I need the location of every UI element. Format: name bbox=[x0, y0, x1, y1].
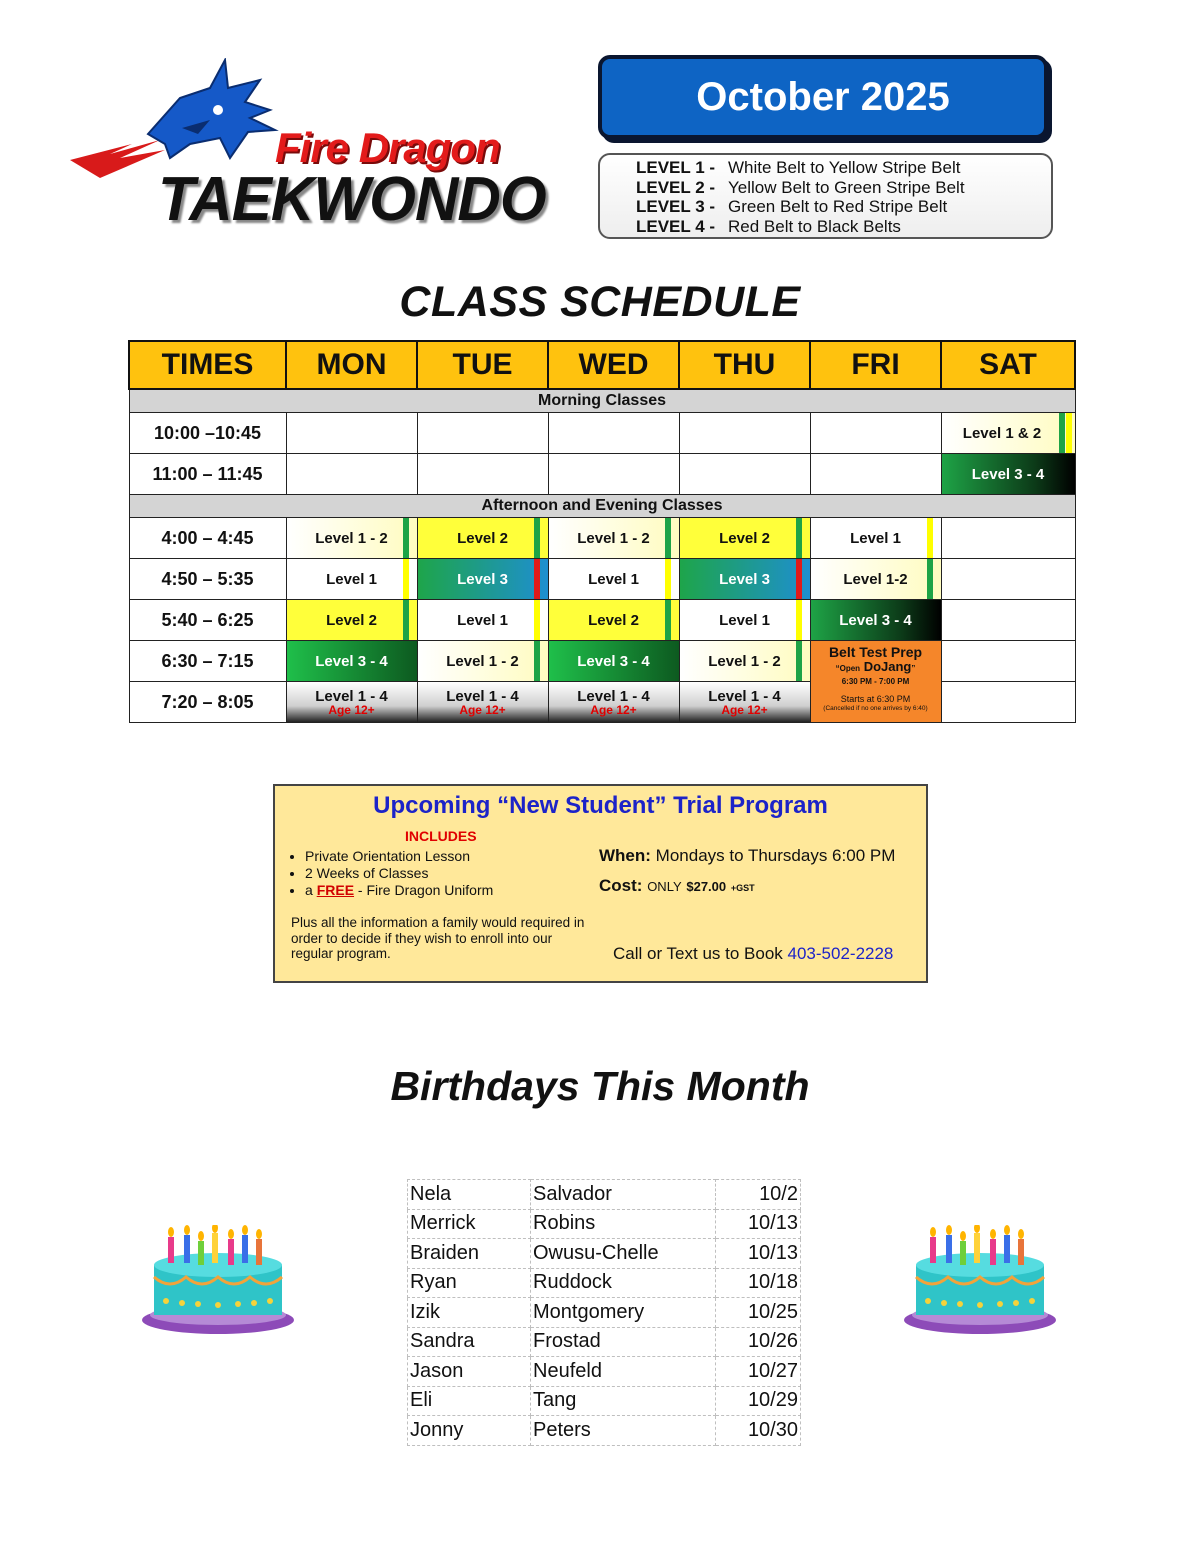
level-label: LEVEL 3 - bbox=[636, 197, 716, 216]
item-suffix: - Fire Dragon Uniform bbox=[357, 882, 494, 898]
trial-title: Upcoming “New Student” Trial Program bbox=[373, 792, 828, 819]
belt-stripe bbox=[796, 518, 802, 558]
level-desc: Green Belt to Red Stripe Belt bbox=[728, 197, 948, 216]
header-wed: WED bbox=[548, 341, 679, 389]
trial-when bbox=[599, 846, 895, 866]
empty-cell bbox=[941, 641, 1075, 682]
empty-cell bbox=[941, 600, 1075, 641]
belt-stripe bbox=[1059, 413, 1065, 453]
belt-stripe bbox=[927, 559, 933, 599]
list-item: • Private Orientation Lesson bbox=[305, 848, 493, 865]
class-label: Level 1 - 4 bbox=[446, 687, 519, 705]
table-row bbox=[408, 1239, 801, 1269]
empty-cell bbox=[679, 413, 810, 454]
empty-cell bbox=[417, 413, 548, 454]
time-slot: 7:20 – 8:05 bbox=[129, 682, 286, 723]
class-cell bbox=[417, 682, 548, 723]
call-text: Call or Text us to Book bbox=[613, 944, 783, 963]
header-fri: FRI bbox=[810, 341, 941, 389]
belt-stripe bbox=[403, 559, 409, 599]
class-schedule-title: CLASS SCHEDULE bbox=[399, 278, 801, 326]
class-cell bbox=[417, 641, 548, 682]
first-name: Ryan bbox=[408, 1268, 531, 1298]
includes-label: INCLUDES bbox=[405, 828, 477, 844]
header-thu: THU bbox=[679, 341, 810, 389]
birth-date: 10/18 bbox=[716, 1268, 801, 1298]
belt-test-time: 6:30 PM - 7:00 PM bbox=[841, 677, 910, 686]
belt-stripe bbox=[534, 641, 540, 681]
empty-cell bbox=[548, 413, 679, 454]
level-legend-row bbox=[636, 178, 1051, 198]
class-cell bbox=[810, 559, 941, 600]
class-label: Level 1 bbox=[719, 611, 770, 629]
trial-cost bbox=[599, 876, 755, 896]
trial-call bbox=[613, 944, 893, 964]
first-name: Jonny bbox=[408, 1416, 531, 1446]
class-label: Level 1 - 2 bbox=[577, 529, 650, 547]
schedule-row bbox=[129, 641, 1075, 682]
last-name: Tang bbox=[531, 1386, 716, 1416]
class-cell bbox=[548, 559, 679, 600]
empty-cell bbox=[941, 682, 1075, 723]
open-dojang-main: DoJang bbox=[863, 659, 912, 674]
schedule-table bbox=[128, 340, 1074, 723]
table-row bbox=[408, 1327, 801, 1357]
class-cell bbox=[548, 600, 679, 641]
birth-date: 10/25 bbox=[716, 1298, 801, 1328]
header-mon: MON bbox=[286, 341, 417, 389]
class-label: Level 3 - 4 bbox=[971, 465, 1045, 483]
class-cell bbox=[548, 518, 679, 559]
class-cell bbox=[941, 413, 1075, 454]
first-name: Sandra bbox=[408, 1327, 531, 1357]
empty-cell bbox=[810, 454, 941, 495]
level-label: LEVEL 2 - bbox=[636, 177, 716, 197]
class-label: Level 1 - 4 bbox=[708, 687, 781, 705]
when-label: When: bbox=[599, 846, 651, 865]
level-legend-row bbox=[636, 217, 1051, 237]
first-name: Izik bbox=[408, 1298, 531, 1328]
birthdays-title: Birthdays This Month bbox=[390, 1063, 810, 1109]
level-desc: Yellow Belt to Green Stripe Belt bbox=[728, 177, 965, 197]
age-note: Age 12+ bbox=[590, 702, 637, 717]
age-note: Age 12+ bbox=[328, 702, 375, 717]
table-row bbox=[408, 1298, 801, 1328]
table-row bbox=[408, 1268, 801, 1298]
last-name: Peters bbox=[531, 1416, 716, 1446]
class-cell bbox=[286, 559, 417, 600]
last-name: Ruddock bbox=[531, 1268, 716, 1298]
last-name: Owusu-Chelle bbox=[531, 1239, 716, 1269]
logo-taekwondo-text: TAEKWONDO bbox=[158, 165, 546, 234]
empty-cell bbox=[286, 413, 417, 454]
class-cell bbox=[286, 641, 417, 682]
trial-info: Plus all the information a family would required in order to decide if they wish to enroll into our regular program. bbox=[291, 915, 585, 961]
birth-date: 10/13 bbox=[716, 1209, 801, 1239]
belt-stripe bbox=[665, 518, 671, 558]
birth-date: 10/29 bbox=[716, 1386, 801, 1416]
time-slot: 4:50 – 5:35 bbox=[129, 559, 286, 600]
class-cell bbox=[417, 518, 548, 559]
level-legend bbox=[598, 153, 1053, 239]
belt-stripe bbox=[403, 518, 409, 558]
time-slot: 6:30 – 7:15 bbox=[129, 641, 286, 682]
level-desc: White Belt to Yellow Stripe Belt bbox=[728, 158, 961, 177]
belt-stripe bbox=[534, 559, 540, 599]
belt-stripe bbox=[927, 518, 933, 558]
class-cell bbox=[810, 518, 941, 559]
class-cell bbox=[679, 682, 810, 723]
level-legend-row bbox=[636, 158, 1051, 178]
class-label: Level 2 bbox=[326, 611, 377, 629]
time-slot: 10:00 –10:45 bbox=[129, 413, 286, 454]
time-slot: 4:00 – 4:45 bbox=[129, 518, 286, 559]
birth-date: 10/30 bbox=[716, 1416, 801, 1446]
class-cell bbox=[548, 641, 679, 682]
class-label: Level 1 & 2 bbox=[962, 424, 1042, 442]
belt-test-title: Belt Test Prep bbox=[828, 644, 923, 660]
class-label: Level 1 - 4 bbox=[315, 687, 388, 705]
schedule-row bbox=[129, 600, 1075, 641]
class-label: Level 1 bbox=[850, 529, 901, 547]
open-dojang-post: ” bbox=[911, 664, 916, 673]
belt-stripe bbox=[534, 518, 540, 558]
level-label: LEVEL 4 - bbox=[636, 216, 716, 236]
table-row bbox=[408, 1386, 801, 1416]
birthday-cake-icon bbox=[140, 1225, 300, 1340]
first-name: Braiden bbox=[408, 1239, 531, 1269]
class-cell bbox=[679, 641, 810, 682]
table-row bbox=[408, 1357, 801, 1387]
cost-only: ONLY bbox=[647, 879, 682, 894]
belt-test-cell bbox=[810, 641, 941, 723]
belt-stripe bbox=[796, 600, 802, 640]
morning-section-row bbox=[129, 389, 1075, 413]
class-cell bbox=[417, 600, 548, 641]
class-label: Level 3 - 4 bbox=[577, 652, 650, 670]
class-label: Level 2 bbox=[719, 529, 770, 547]
belt-stripe bbox=[534, 600, 540, 640]
morning-classes-label: Morning Classes bbox=[129, 389, 1075, 413]
empty-cell bbox=[417, 454, 548, 495]
class-label: Level 2 bbox=[457, 529, 508, 547]
birth-date: 10/2 bbox=[716, 1180, 801, 1210]
class-label: Level 3 - 4 bbox=[315, 652, 388, 670]
birth-date: 10/26 bbox=[716, 1327, 801, 1357]
trial-program-box bbox=[273, 784, 928, 983]
schedule-header-row bbox=[129, 341, 1075, 389]
empty-cell bbox=[941, 559, 1075, 600]
header-times: TIMES bbox=[129, 341, 286, 389]
birth-date: 10/27 bbox=[716, 1357, 801, 1387]
belt-stripe bbox=[665, 600, 671, 640]
schedule-row bbox=[129, 559, 1075, 600]
list-item: • 2 Weeks of Classes bbox=[305, 865, 493, 882]
afternoon-section-row bbox=[129, 495, 1075, 518]
empty-cell bbox=[679, 454, 810, 495]
open-dojang-pre: “Open bbox=[835, 664, 861, 673]
empty-cell bbox=[548, 454, 679, 495]
belt-stripe bbox=[665, 559, 671, 599]
last-name: Montgomery bbox=[531, 1298, 716, 1328]
birthday-cake-icon bbox=[902, 1225, 1062, 1340]
level-desc: Red Belt to Black Belts bbox=[728, 216, 901, 236]
open-dojang bbox=[836, 660, 916, 676]
class-cell bbox=[679, 518, 810, 559]
level-label: LEVEL 1 - bbox=[636, 158, 716, 177]
class-label: Level 2 bbox=[588, 611, 639, 629]
schedule-row bbox=[129, 454, 1075, 495]
class-label: Level 1-2 bbox=[843, 570, 908, 588]
class-cell bbox=[417, 559, 548, 600]
first-name: Merrick bbox=[408, 1209, 531, 1239]
first-name: Nela bbox=[408, 1180, 531, 1210]
class-cell bbox=[286, 682, 417, 723]
item-prefix: a bbox=[305, 882, 313, 898]
class-label: Level 1 - 4 bbox=[577, 687, 650, 705]
class-label: Level 1 bbox=[588, 570, 639, 588]
age-note: Age 12+ bbox=[721, 702, 768, 717]
free-label: FREE bbox=[316, 882, 355, 898]
class-cell bbox=[941, 454, 1075, 495]
schedule-row bbox=[129, 518, 1075, 559]
header-sat: SAT bbox=[941, 341, 1075, 389]
class-cell bbox=[679, 559, 810, 600]
list-item bbox=[305, 882, 493, 899]
class-label: Level 1 - 2 bbox=[315, 529, 388, 547]
afternoon-classes-label: Afternoon and Evening Classes bbox=[129, 495, 1075, 518]
when-value: Mondays to Thursdays 6:00 PM bbox=[655, 846, 896, 865]
month-header: October 2025 bbox=[598, 55, 1048, 139]
belt-stripe bbox=[796, 559, 802, 599]
class-label: Level 3 bbox=[457, 570, 508, 588]
last-name: Neufeld bbox=[531, 1357, 716, 1387]
class-label: Level 3 bbox=[719, 570, 770, 588]
class-cell bbox=[286, 518, 417, 559]
cost-label: Cost: bbox=[599, 876, 643, 895]
class-cell bbox=[286, 600, 417, 641]
cost-gst: +GST bbox=[730, 883, 755, 893]
class-label: Level 3 - 4 bbox=[839, 611, 912, 629]
class-cell bbox=[810, 600, 941, 641]
first-name: Jason bbox=[408, 1357, 531, 1387]
time-slot: 5:40 – 6:25 bbox=[129, 600, 286, 641]
header-tue: TUE bbox=[417, 341, 548, 389]
schedule-row bbox=[129, 413, 1075, 454]
birth-date: 10/13 bbox=[716, 1239, 801, 1269]
empty-cell bbox=[810, 413, 941, 454]
first-name: Eli bbox=[408, 1386, 531, 1416]
last-name: Frostad bbox=[531, 1327, 716, 1357]
age-note: Age 12+ bbox=[459, 702, 506, 717]
class-label: Level 1 - 2 bbox=[708, 652, 781, 670]
phone-link[interactable]: 403-502-2228 bbox=[787, 944, 894, 963]
class-label: Level 1 - 2 bbox=[446, 652, 519, 670]
level-legend-row bbox=[636, 197, 1051, 217]
table-row bbox=[408, 1180, 801, 1210]
empty-cell bbox=[286, 454, 417, 495]
cost-price: $27.00 bbox=[686, 879, 727, 894]
class-cell bbox=[679, 600, 810, 641]
includes-list bbox=[291, 848, 493, 899]
last-name: Salvador bbox=[531, 1180, 716, 1210]
class-cell bbox=[548, 682, 679, 723]
belt-stripe bbox=[403, 600, 409, 640]
class-label: Level 1 bbox=[326, 570, 377, 588]
table-row bbox=[408, 1209, 801, 1239]
birthday-table bbox=[407, 1179, 801, 1446]
last-name: Robins bbox=[531, 1209, 716, 1239]
table-row bbox=[408, 1416, 801, 1446]
belt-stripe bbox=[796, 641, 802, 681]
fire-dragon-logo bbox=[70, 58, 546, 238]
time-slot: 11:00 – 11:45 bbox=[129, 454, 286, 495]
belt-test-cancel: (Cancelled if no one arrives by 6:40) bbox=[823, 705, 928, 712]
logo-fire-dragon-text: Fire Dragon bbox=[275, 124, 500, 171]
belt-stripe bbox=[1066, 413, 1072, 453]
belt-test-starts: Starts at 6:30 PM bbox=[840, 694, 911, 704]
class-label: Level 1 bbox=[457, 611, 508, 629]
empty-cell bbox=[941, 518, 1075, 559]
